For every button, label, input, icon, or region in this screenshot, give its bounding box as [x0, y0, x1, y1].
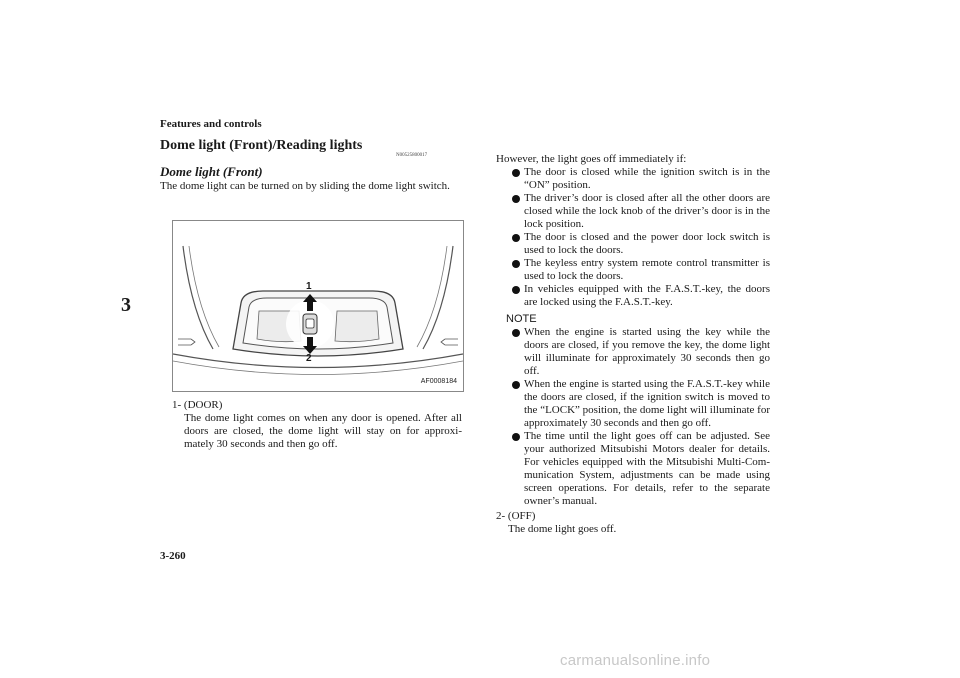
item-description: The dome light comes on when any door is opened. After all doors are closed, the dome light will stay on for approxi-mately 30 seconds and then go off.: [184, 412, 462, 450]
watermark-text: carmanualsonline.info: [560, 652, 711, 669]
item-label: 2- (OFF): [496, 510, 536, 522]
bullet-icon: [512, 195, 520, 203]
dome-light-illustration: [173, 221, 463, 391]
switch-positions-list: [172, 399, 462, 451]
item-door: [172, 399, 462, 451]
conditions-lead: However, the light goes off immediately if:: [496, 153, 687, 165]
list-item: The door is closed while the ignition switch is in the “ON” position.: [507, 166, 770, 192]
section-code: N00525800017: [396, 153, 428, 158]
item-label: 1- (DOOR): [172, 399, 223, 411]
subsection-title: Dome light (Front): [160, 164, 263, 179]
list-item: The driver’s door is closed after all the other doors are closed while the lock knob of the driver’s door is in the lock position.: [507, 192, 770, 231]
bullet-icon: [512, 169, 520, 177]
figure-label-2: 2: [306, 353, 312, 364]
list-item: When the engine is started using the key while the doors are closed, if you remove the key, the dome light will illuminate for approximately 30 seconds then go off.: [507, 326, 770, 378]
note-heading: NOTE: [506, 313, 537, 325]
bullet-icon: [512, 234, 520, 242]
list-item: The keyless entry system remote control transmitter is used to lock the doors.: [507, 257, 770, 283]
bullet-icon: [512, 329, 520, 337]
chapter-number: 3: [121, 294, 131, 316]
list-item: When the engine is started using the F.A.S.T.-key while the doors are closed, if the ignition switch is moved to the “LOCK” position, the dome light will illuminate for approximately 30 seconds and then go off.: [507, 378, 770, 430]
bullet-icon: [512, 260, 520, 268]
bullet-icon: [512, 433, 520, 441]
notes-list: [496, 326, 770, 508]
figure-label-1: 1: [306, 281, 312, 292]
bullet-icon: [512, 381, 520, 389]
running-header: Features and controls: [160, 118, 262, 130]
right-column: [496, 153, 770, 536]
item-description: The dome light goes off.: [508, 523, 617, 535]
bullet-icon: [512, 286, 520, 294]
conditions-list: [496, 166, 770, 309]
intro-paragraph: The dome light can be turned on by sliding the dome light switch.: [160, 180, 450, 192]
list-item: The time until the light goes off can be adjusted. See your authorized Mitsubishi Motors dealer for details. For vehicles equipped with the Mitsubishi Multi-Com-munication System, adjustments can be made using screen operations. For details, refer to the separate owner’s manual.: [507, 430, 770, 508]
figure-code: AF0008184: [420, 378, 457, 385]
dome-light-figure: [172, 220, 464, 392]
item-off: [496, 510, 770, 536]
section-title: Dome light (Front)/Reading lights: [160, 138, 363, 153]
list-item: The door is closed and the power door lock switch is used to lock the doors.: [507, 231, 770, 257]
list-item: In vehicles equipped with the F.A.S.T.-key, the doors are locked using the F.A.S.T.-key.: [507, 283, 770, 309]
page-number: 3-260: [160, 550, 186, 562]
